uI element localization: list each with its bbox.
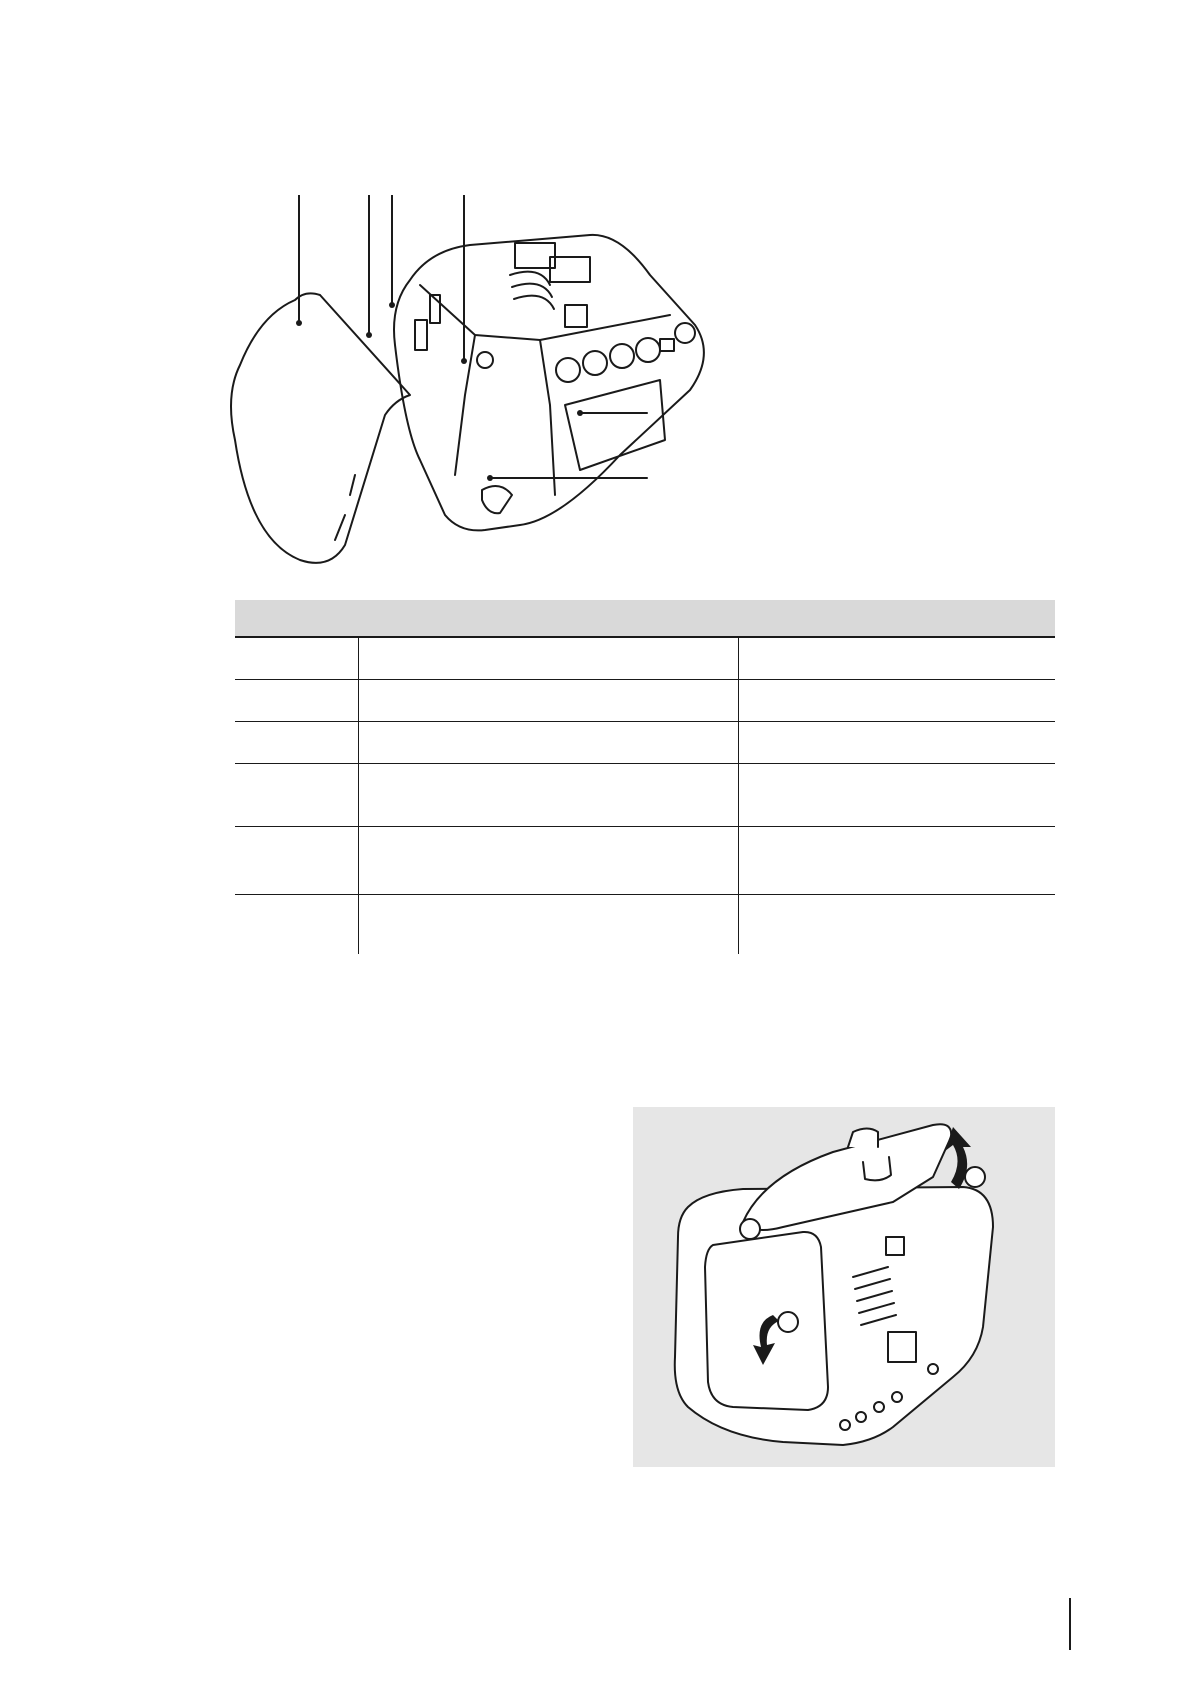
table-cell <box>738 721 1055 763</box>
table-cell <box>235 637 358 679</box>
table-cell <box>738 894 1055 954</box>
table-cell <box>235 826 358 894</box>
table-cell <box>358 721 738 763</box>
table-cell <box>358 637 738 679</box>
table-cell <box>358 826 738 894</box>
table-header <box>235 600 1055 637</box>
table-row <box>235 763 1055 826</box>
table-row <box>235 637 1055 679</box>
table-header-row <box>235 600 1055 637</box>
table-row <box>235 721 1055 763</box>
table-cell <box>738 679 1055 721</box>
table-cell <box>738 826 1055 894</box>
parts-table <box>235 600 1055 954</box>
printer-bottom-view-icon <box>220 195 740 585</box>
table-cell <box>358 679 738 721</box>
table-cell <box>358 763 738 826</box>
battery-cover-illustration <box>633 1107 1055 1467</box>
table-cell <box>738 637 1055 679</box>
table-row <box>235 826 1055 894</box>
table-cell <box>235 894 358 954</box>
table-cell <box>358 894 738 954</box>
table-cell <box>738 763 1055 826</box>
page-edge-rule <box>1069 1598 1071 1650</box>
table-row <box>235 679 1055 721</box>
table-cell <box>235 679 358 721</box>
table-cell <box>235 721 358 763</box>
table-cell <box>235 763 358 826</box>
printer-parts-illustration <box>220 195 740 585</box>
table-row <box>235 894 1055 954</box>
battery-cover-removal-icon <box>633 1107 1055 1467</box>
